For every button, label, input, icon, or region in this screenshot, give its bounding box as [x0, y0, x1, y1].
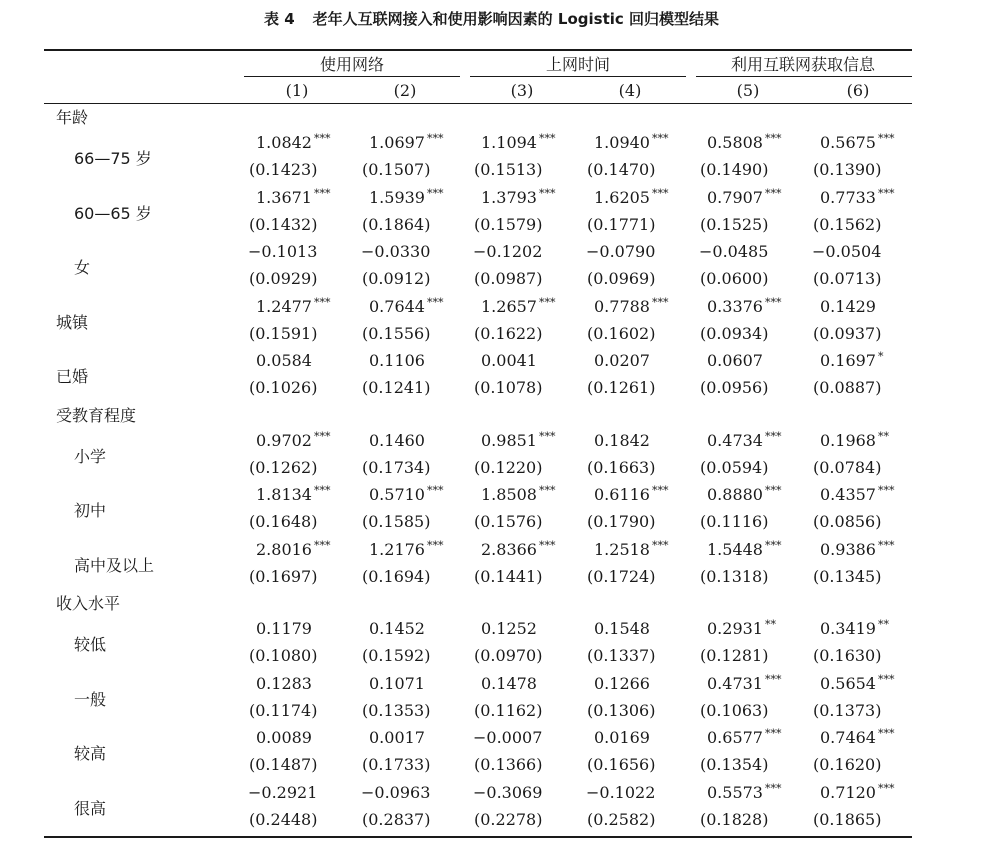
coefficient-cell	[256, 540, 330, 562]
coefficient-value: 0.1548	[594, 619, 650, 638]
significance-stars: *	[877, 350, 884, 363]
coefficient-value: 1.2477	[256, 296, 312, 316]
standard-error-cell: (0.1432)	[249, 214, 318, 234]
significance-stars: ***	[538, 429, 556, 443]
coefficient-value: 1.5448	[707, 539, 763, 559]
row-label: 66—75 岁	[74, 149, 152, 168]
significance-stars: ***	[651, 186, 669, 200]
standard-error-cell: (0.1281)	[700, 646, 769, 665]
coefficient-value: 0.1429	[820, 296, 876, 316]
coefficient-value: 0.1452	[369, 619, 425, 638]
column-group-header: 上网时间	[545, 55, 610, 74]
coefficient-value: 0.4357	[820, 485, 876, 504]
coefficient-value: 0.1968	[820, 430, 876, 450]
coefficient-cell	[707, 540, 781, 562]
standard-error-cell: (0.0887)	[813, 378, 882, 397]
coefficient-value: 1.5939	[369, 187, 425, 207]
standard-error-cell: (0.1864)	[362, 214, 431, 234]
coefficient-cell	[820, 728, 894, 750]
coefficient-value: 0.1179	[256, 619, 312, 638]
standard-error-cell: (0.1663)	[587, 457, 656, 477]
standard-error-cell: (0.0912)	[362, 269, 431, 288]
coefficient-value: 0.0089	[256, 728, 312, 747]
row-label: 60—65 岁	[74, 203, 152, 223]
coefficient-value: 0.5675	[820, 133, 876, 152]
group-rule-2	[470, 76, 686, 77]
standard-error-cell: (0.2582)	[587, 809, 656, 829]
coefficient-cell	[481, 540, 555, 562]
coefficient-value: 1.6205	[594, 187, 650, 207]
standard-error-cell: (0.1441)	[474, 566, 543, 586]
coefficient-cell	[369, 728, 425, 748]
row-label: 女	[74, 258, 91, 277]
coefficient-cell	[707, 297, 781, 319]
coefficient-cell	[707, 728, 781, 750]
coefficient-cell	[707, 619, 776, 641]
standard-error-cell: (0.1694)	[362, 566, 431, 586]
coefficient-value: 1.2176	[369, 539, 425, 559]
row-label: 小学	[74, 446, 107, 466]
coefficient-value: 0.6116	[594, 485, 650, 504]
coefficient-cell	[820, 540, 894, 562]
coefficient-value: 0.1106	[369, 351, 425, 370]
column-number-header: (4)	[618, 81, 642, 100]
coefficient-value: 0.7907	[707, 187, 763, 207]
coefficient-value: 0.7788	[594, 296, 650, 316]
standard-error-cell: (0.0937)	[813, 323, 882, 343]
standard-error-cell: (0.1562)	[813, 214, 882, 234]
significance-stars: ***	[764, 781, 782, 795]
standard-error-cell: (0.1026)	[249, 378, 318, 397]
coefficient-cell	[256, 485, 330, 507]
coefficient-cell	[820, 297, 876, 317]
coefficient-cell	[594, 485, 668, 507]
coefficient-cell	[820, 485, 894, 507]
coefficient-cell	[256, 188, 330, 210]
top-rule	[44, 49, 912, 51]
coefficient-cell	[820, 188, 894, 210]
coefficient-cell	[473, 242, 542, 262]
coefficient-cell	[586, 783, 655, 803]
standard-error-cell: (0.1487)	[249, 755, 318, 774]
standard-error-cell: (0.0856)	[813, 512, 882, 531]
column-number-header: (2)	[393, 81, 417, 100]
significance-stars: ***	[313, 186, 331, 200]
coefficient-value: 0.0017	[369, 728, 425, 747]
standard-error-cell: (0.0594)	[700, 457, 769, 477]
coefficient-value: 0.1252	[481, 619, 537, 638]
standard-error-cell: (0.1592)	[362, 646, 431, 665]
table-caption	[0, 8, 983, 29]
standard-error-cell: (0.1353)	[362, 700, 431, 720]
standard-error-cell: (0.1630)	[813, 646, 882, 665]
coefficient-cell	[820, 783, 894, 805]
significance-stars: ***	[426, 295, 444, 309]
significance-stars: ***	[764, 538, 782, 552]
coefficient-value: 0.0207	[594, 351, 650, 370]
coefficient-cell	[481, 674, 537, 694]
coefficient-cell	[256, 297, 330, 319]
row-label: 较高	[74, 744, 107, 763]
significance-stars: ***	[651, 484, 669, 497]
coefficient-cell	[369, 297, 443, 319]
significance-stars: ***	[313, 295, 331, 309]
significance-stars: ***	[538, 132, 556, 145]
table-number: 表 4	[264, 10, 295, 28]
coefficient-cell	[594, 133, 668, 155]
coefficient-value: 0.3419	[820, 619, 876, 638]
coefficient-cell	[369, 133, 443, 155]
coefficient-value: 1.0842	[256, 133, 312, 152]
coefficient-cell	[820, 619, 889, 641]
coefficient-value: 0.7644	[369, 296, 425, 316]
standard-error-cell: (0.2278)	[474, 809, 543, 829]
standard-error-cell: (0.1525)	[700, 214, 769, 234]
standard-error-cell: (0.1490)	[700, 160, 769, 179]
coefficient-value: −0.0330	[361, 242, 431, 261]
coefficient-value: 0.1071	[369, 673, 425, 693]
standard-error-cell: (0.1345)	[813, 566, 882, 586]
standard-error-cell: (0.1724)	[587, 566, 656, 586]
standard-error-cell: (0.1620)	[813, 755, 882, 774]
coefficient-value: 0.1478	[481, 673, 537, 693]
standard-error-cell: (0.1241)	[362, 378, 431, 397]
significance-stars: ***	[313, 538, 331, 552]
coefficient-value: 0.8880	[707, 485, 763, 504]
coefficient-value: 1.1094	[481, 133, 537, 152]
standard-error-cell: (0.1579)	[474, 214, 543, 234]
bottom-rule	[44, 836, 912, 838]
standard-error-cell: (0.1790)	[587, 512, 656, 531]
standard-error-cell: (0.1337)	[587, 646, 656, 665]
standard-error-cell: (0.1656)	[587, 755, 656, 774]
standard-error-cell: (0.1771)	[587, 214, 656, 234]
coefficient-cell	[586, 242, 655, 262]
coefficient-value: 0.5710	[369, 485, 425, 504]
standard-error-cell: (0.1318)	[700, 566, 769, 586]
coefficient-cell	[707, 431, 781, 453]
coefficient-value: 1.2518	[594, 539, 650, 559]
standard-error-cell: (0.1116)	[700, 512, 769, 531]
significance-stars: ***	[764, 186, 782, 200]
significance-stars: ***	[538, 484, 556, 497]
row-label: 高中及以上	[74, 555, 155, 575]
coefficient-cell	[594, 431, 650, 451]
standard-error-cell: (0.1697)	[249, 566, 318, 586]
coefficient-cell	[594, 351, 650, 371]
significance-stars: ***	[538, 295, 556, 309]
coefficient-value: 0.5654	[820, 673, 876, 693]
coefficient-cell	[369, 351, 425, 371]
significance-stars: ***	[764, 484, 782, 497]
significance-stars: ***	[877, 781, 895, 795]
coefficient-value: −0.3069	[473, 782, 543, 802]
significance-stars: ***	[877, 538, 895, 552]
standard-error-cell: (0.2448)	[249, 809, 318, 829]
standard-error-cell: (0.0956)	[700, 378, 769, 397]
column-number-header: (1)	[285, 81, 309, 100]
section-label: 受教育程度	[56, 405, 137, 425]
significance-stars: **	[764, 618, 776, 631]
column-group-header: 利用互联网获取信息	[730, 55, 875, 74]
standard-error-cell: (0.1262)	[249, 457, 318, 477]
significance-stars: ***	[877, 672, 895, 686]
coefficient-value: 0.9386	[820, 539, 876, 559]
column-group-header: 使用网络	[319, 55, 384, 74]
significance-stars: ***	[877, 484, 895, 497]
coefficient-value: 2.8366	[481, 539, 537, 559]
coefficient-cell	[820, 133, 894, 155]
coefficient-cell	[481, 351, 537, 371]
coefficient-cell	[812, 242, 881, 262]
coefficient-value: 1.2657	[481, 296, 537, 316]
standard-error-cell: (0.0600)	[700, 269, 769, 288]
header-bottom-rule	[44, 103, 912, 104]
significance-stars: ***	[764, 727, 782, 740]
coefficient-value: 0.1842	[594, 430, 650, 450]
coefficient-value: −0.0963	[361, 782, 431, 802]
standard-error-cell: (0.0969)	[587, 269, 656, 288]
row-label: 已婚	[56, 367, 89, 386]
significance-stars: ***	[426, 484, 444, 497]
coefficient-value: −0.1202	[473, 242, 543, 261]
coefficient-cell	[594, 674, 650, 694]
coefficient-value: 0.7120	[820, 782, 876, 802]
coefficient-cell	[481, 133, 555, 155]
standard-error-cell: (0.1080)	[249, 646, 318, 665]
coefficient-cell	[369, 431, 425, 451]
coefficient-value: 1.3671	[256, 187, 312, 207]
coefficient-cell	[594, 188, 668, 210]
standard-error-cell: (0.1622)	[474, 323, 543, 343]
standard-error-cell: (0.1063)	[700, 700, 769, 720]
standard-error-cell: (0.0713)	[813, 269, 882, 288]
coefficient-value: 0.1266	[594, 673, 650, 693]
coefficient-cell	[473, 728, 542, 748]
standard-error-cell: (0.1373)	[813, 700, 882, 720]
significance-stars: ***	[426, 538, 444, 552]
coefficient-value: 0.1283	[256, 673, 312, 693]
standard-error-cell: (0.1162)	[474, 700, 543, 720]
standard-error-cell: (0.1556)	[362, 323, 431, 343]
significance-stars: ***	[313, 429, 331, 443]
coefficient-value: −0.0007	[473, 728, 543, 747]
coefficient-value: −0.1013	[248, 242, 318, 261]
standard-error-cell: (0.1734)	[362, 457, 431, 477]
standard-error-cell: (0.1733)	[362, 755, 431, 774]
coefficient-value: 0.5573	[707, 782, 763, 802]
coefficient-value: −0.2921	[248, 782, 318, 802]
coefficient-cell	[369, 485, 443, 507]
coefficient-cell	[256, 133, 330, 155]
coefficient-cell	[248, 242, 317, 262]
standard-error-cell: (0.0929)	[249, 269, 318, 288]
coefficient-value: 0.0584	[256, 351, 312, 370]
section-label: 收入水平	[56, 594, 121, 613]
standard-error-cell: (0.1078)	[474, 378, 543, 397]
row-label: 一般	[74, 689, 107, 709]
standard-error-cell: (0.1470)	[587, 160, 656, 179]
coefficient-cell	[361, 783, 430, 803]
standard-error-cell: (0.0934)	[700, 323, 769, 343]
coefficient-cell	[256, 619, 312, 639]
coefficient-cell	[361, 242, 430, 262]
standard-error-cell: (0.0987)	[474, 269, 543, 288]
coefficient-cell	[594, 728, 650, 748]
significance-stars: **	[877, 429, 889, 443]
coefficient-cell	[707, 133, 781, 155]
coefficient-cell	[707, 351, 763, 371]
significance-stars: ***	[538, 538, 556, 552]
standard-error-cell: (0.1513)	[474, 160, 543, 179]
significance-stars: **	[877, 618, 889, 631]
coefficient-cell	[481, 431, 555, 453]
coefficient-value: 0.4731	[707, 673, 763, 693]
coefficient-cell	[481, 297, 555, 319]
coefficient-cell	[481, 619, 537, 639]
coefficient-cell	[369, 619, 425, 639]
coefficient-value: 0.2931	[707, 619, 763, 638]
standard-error-cell: (0.1648)	[249, 512, 318, 531]
row-label: 城镇	[56, 312, 89, 332]
standard-error-cell: (0.1220)	[474, 457, 543, 477]
coefficient-cell	[248, 783, 317, 803]
group-rule-1	[244, 76, 460, 77]
coefficient-cell	[594, 619, 650, 639]
standard-error-cell: (0.1576)	[474, 512, 543, 531]
coefficient-value: 1.0697	[369, 133, 425, 152]
significance-stars: ***	[877, 727, 895, 740]
significance-stars: ***	[426, 186, 444, 200]
coefficient-value: −0.1022	[586, 782, 656, 802]
significance-stars: ***	[313, 484, 331, 497]
standard-error-cell: (0.1865)	[813, 809, 882, 829]
standard-error-cell: (0.1423)	[249, 160, 318, 179]
row-label: 很高	[74, 798, 107, 818]
standard-error-cell: (0.0970)	[474, 646, 543, 665]
coefficient-cell	[256, 431, 330, 453]
coefficient-cell	[699, 242, 768, 262]
coefficient-cell	[256, 728, 312, 748]
coefficient-value: 1.3793	[481, 187, 537, 207]
coefficient-value: 1.8508	[481, 485, 537, 504]
row-label: 初中	[74, 501, 107, 520]
standard-error-cell: (0.1828)	[700, 809, 769, 829]
coefficient-cell	[707, 783, 781, 805]
coefficient-cell	[594, 297, 668, 319]
coefficient-value: 0.7464	[820, 728, 876, 747]
coefficient-value: 0.4734	[707, 430, 763, 450]
standard-error-cell: (0.1390)	[813, 160, 882, 179]
coefficient-value: 0.9851	[481, 430, 537, 450]
coefficient-value: 0.0041	[481, 351, 537, 370]
standard-error-cell: (0.1261)	[587, 378, 656, 397]
coefficient-cell	[256, 351, 312, 371]
standard-error-cell: (0.1306)	[587, 700, 656, 720]
standard-error-cell: (0.1585)	[362, 512, 431, 531]
column-number-header: (3)	[510, 81, 534, 100]
coefficient-value: 0.6577	[707, 728, 763, 747]
table-title: 老年人互联网接入和使用影响因素的 Logistic 回归模型结果	[312, 10, 719, 28]
significance-stars: ***	[764, 429, 782, 443]
coefficient-value: 0.9702	[256, 430, 312, 450]
significance-stars: ***	[651, 295, 669, 309]
row-label: 较低	[74, 635, 107, 654]
significance-stars: ***	[877, 132, 895, 145]
significance-stars: ***	[538, 186, 556, 200]
coefficient-value: −0.0790	[586, 242, 656, 261]
coefficient-value: 0.7733	[820, 187, 876, 207]
coefficient-cell	[707, 485, 781, 507]
significance-stars: ***	[426, 132, 444, 145]
coefficient-value: 0.1460	[369, 430, 425, 450]
standard-error-cell: (0.1507)	[362, 160, 431, 179]
coefficient-value: 0.0169	[594, 728, 650, 747]
coefficient-cell	[481, 485, 555, 507]
coefficient-value: 1.8134	[256, 485, 312, 504]
coefficient-cell	[256, 674, 312, 694]
standard-error-cell: (0.1366)	[474, 755, 543, 774]
coefficient-cell	[481, 188, 555, 210]
coefficient-value: 0.5808	[707, 133, 763, 152]
coefficient-cell	[369, 188, 443, 210]
coefficient-value: −0.0485	[699, 242, 769, 261]
coefficient-value: 0.1697	[820, 351, 876, 370]
standard-error-cell: (0.1591)	[249, 323, 318, 343]
coefficient-cell	[707, 188, 781, 210]
significance-stars: ***	[764, 295, 782, 309]
standard-error-cell: (0.0784)	[813, 457, 882, 477]
coefficient-value: 1.0940	[594, 133, 650, 152]
standard-error-cell: (0.1354)	[700, 755, 769, 774]
coefficient-value: −0.0504	[812, 242, 882, 261]
significance-stars: ***	[764, 672, 782, 686]
coefficient-value: 2.8016	[256, 539, 312, 559]
significance-stars: ***	[877, 186, 895, 200]
coefficient-cell	[820, 431, 889, 453]
standard-error-cell: (0.1602)	[587, 323, 656, 343]
section-label: 年龄	[56, 108, 89, 127]
coefficient-cell	[594, 540, 668, 562]
significance-stars: ***	[651, 132, 669, 145]
column-number-header: (6)	[846, 81, 870, 100]
column-number-header: (5)	[736, 81, 760, 100]
coefficient-value: 0.0607	[707, 351, 763, 370]
coefficient-cell	[707, 674, 781, 696]
coefficient-cell	[473, 783, 542, 803]
group-rule-3	[696, 76, 912, 77]
coefficient-cell	[820, 351, 883, 373]
coefficient-value: 0.3376	[707, 296, 763, 316]
coefficient-cell	[369, 674, 425, 694]
coefficient-cell	[369, 540, 443, 562]
coefficient-cell	[820, 674, 894, 696]
significance-stars: ***	[651, 538, 669, 552]
significance-stars: ***	[313, 132, 331, 145]
significance-stars: ***	[764, 132, 782, 145]
standard-error-cell: (0.2837)	[362, 809, 431, 829]
standard-error-cell: (0.1174)	[249, 700, 318, 720]
